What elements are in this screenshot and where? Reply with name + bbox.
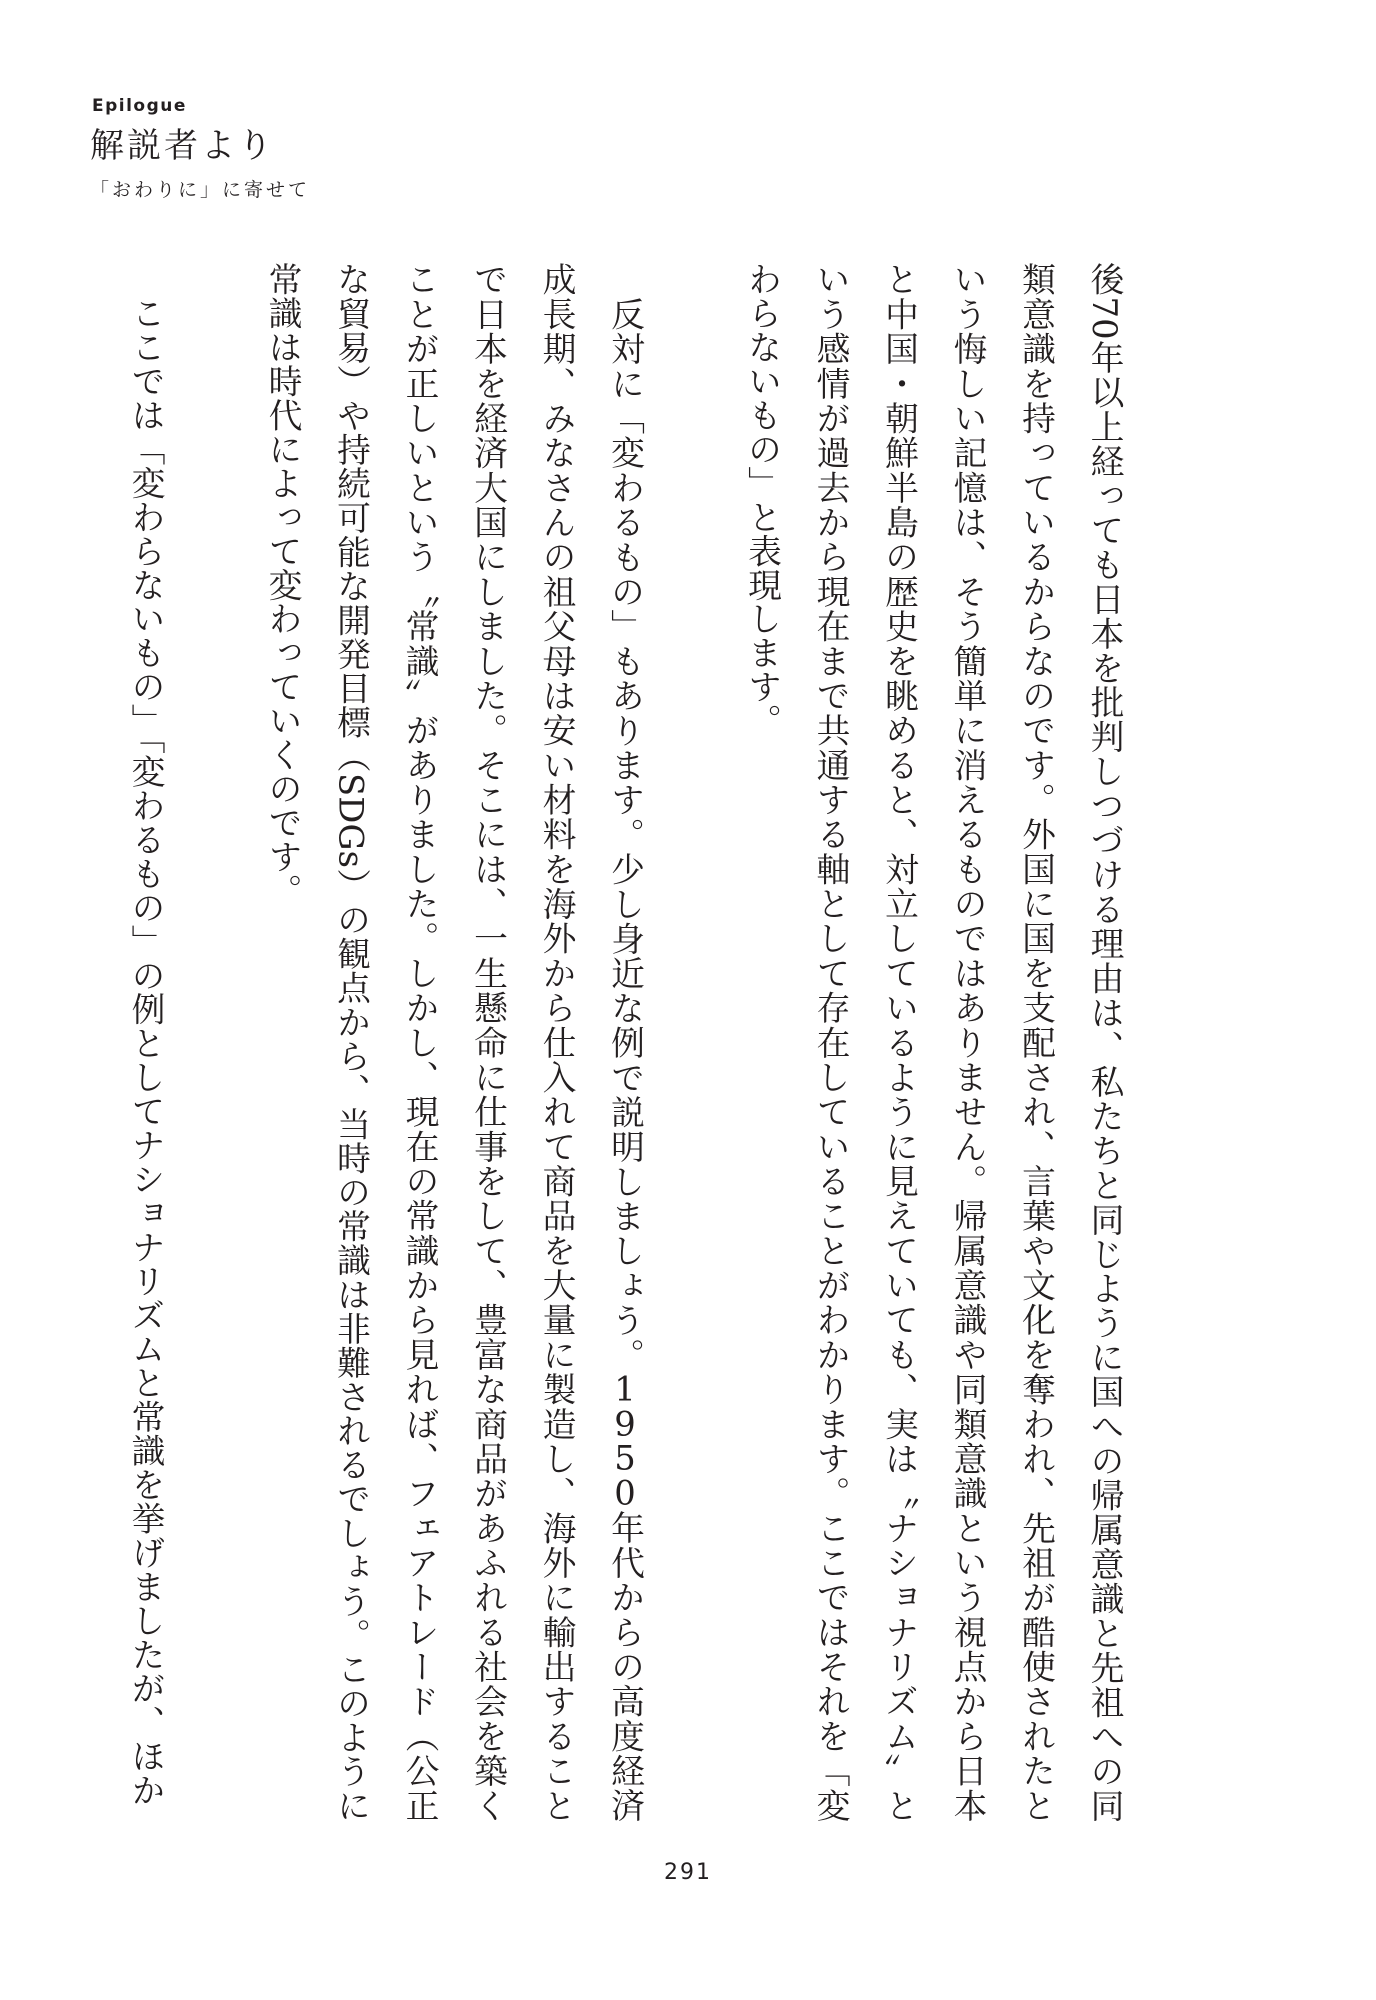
- year-digit: 9: [614, 1406, 636, 1441]
- paragraph-gap: [659, 262, 728, 1822]
- year-digit: 0: [614, 1475, 636, 1510]
- year-digit: 5: [614, 1441, 636, 1476]
- section-label: Epilogue: [92, 96, 187, 116]
- page-title: 解説者より: [90, 126, 275, 166]
- paragraph-1: 後70年以上経っても日本を批判しつづける理由は、私たちと同じように国への帰属意識と先祖への同類意識を持っているからなのです。外国に国を支配され、言葉や文化を奪われ、先祖が酷使されたという悔しい記憶は、そう簡単に消えるものではありません。帰属意識や同類意識という視点から日本と中国・朝鮮半島の歴史を眺めると、対立しているように見えていても、実は〝ナショナリズム〟という感情が過去から現在まで共通する軸として存在していることがわかります。ここではそれを「変わらないもの」と表現します。: [742, 262, 1124, 1822]
- body-text: [111, 262, 1139, 1822]
- paragraph-2-part-c: 年代からの高度経済成長期、みなさんの祖父母は安い材料を海外から仕入れて商品を大量に製造し、海外に輸出することで日本を経済大国にしました。そこには、一生懸命に仕事をして、豊富な商品があふれる社会を築くことが正しいという〝常識〟がありました。しかし、現在の常識から見れば、フェアトレード（公正な貿易）や持続可能な開発目標（SDGs）の観点から、当時の常識は非難されるでしょう。このように常識は時代によって変わっていくのです。: [263, 262, 645, 1822]
- paragraph-2: [248, 262, 659, 1822]
- paragraph-2-part-a: 反対に「変わるもの」もあります。少し身近な例で説明しましょう。: [605, 262, 645, 1373]
- page-number: 291: [664, 1860, 712, 1885]
- year-number: [606, 1372, 645, 1510]
- paragraph-gap: [179, 262, 248, 1822]
- year-digit: 1: [614, 1372, 636, 1407]
- chapter-header: [90, 96, 310, 202]
- paragraph-3: ここでは「変わらないもの」「変わるもの」の例としてナショナリズムと常識を挙げましたが、ほか: [126, 262, 165, 1807]
- page-subtitle: 「おわりに」に寄せて: [90, 179, 311, 202]
